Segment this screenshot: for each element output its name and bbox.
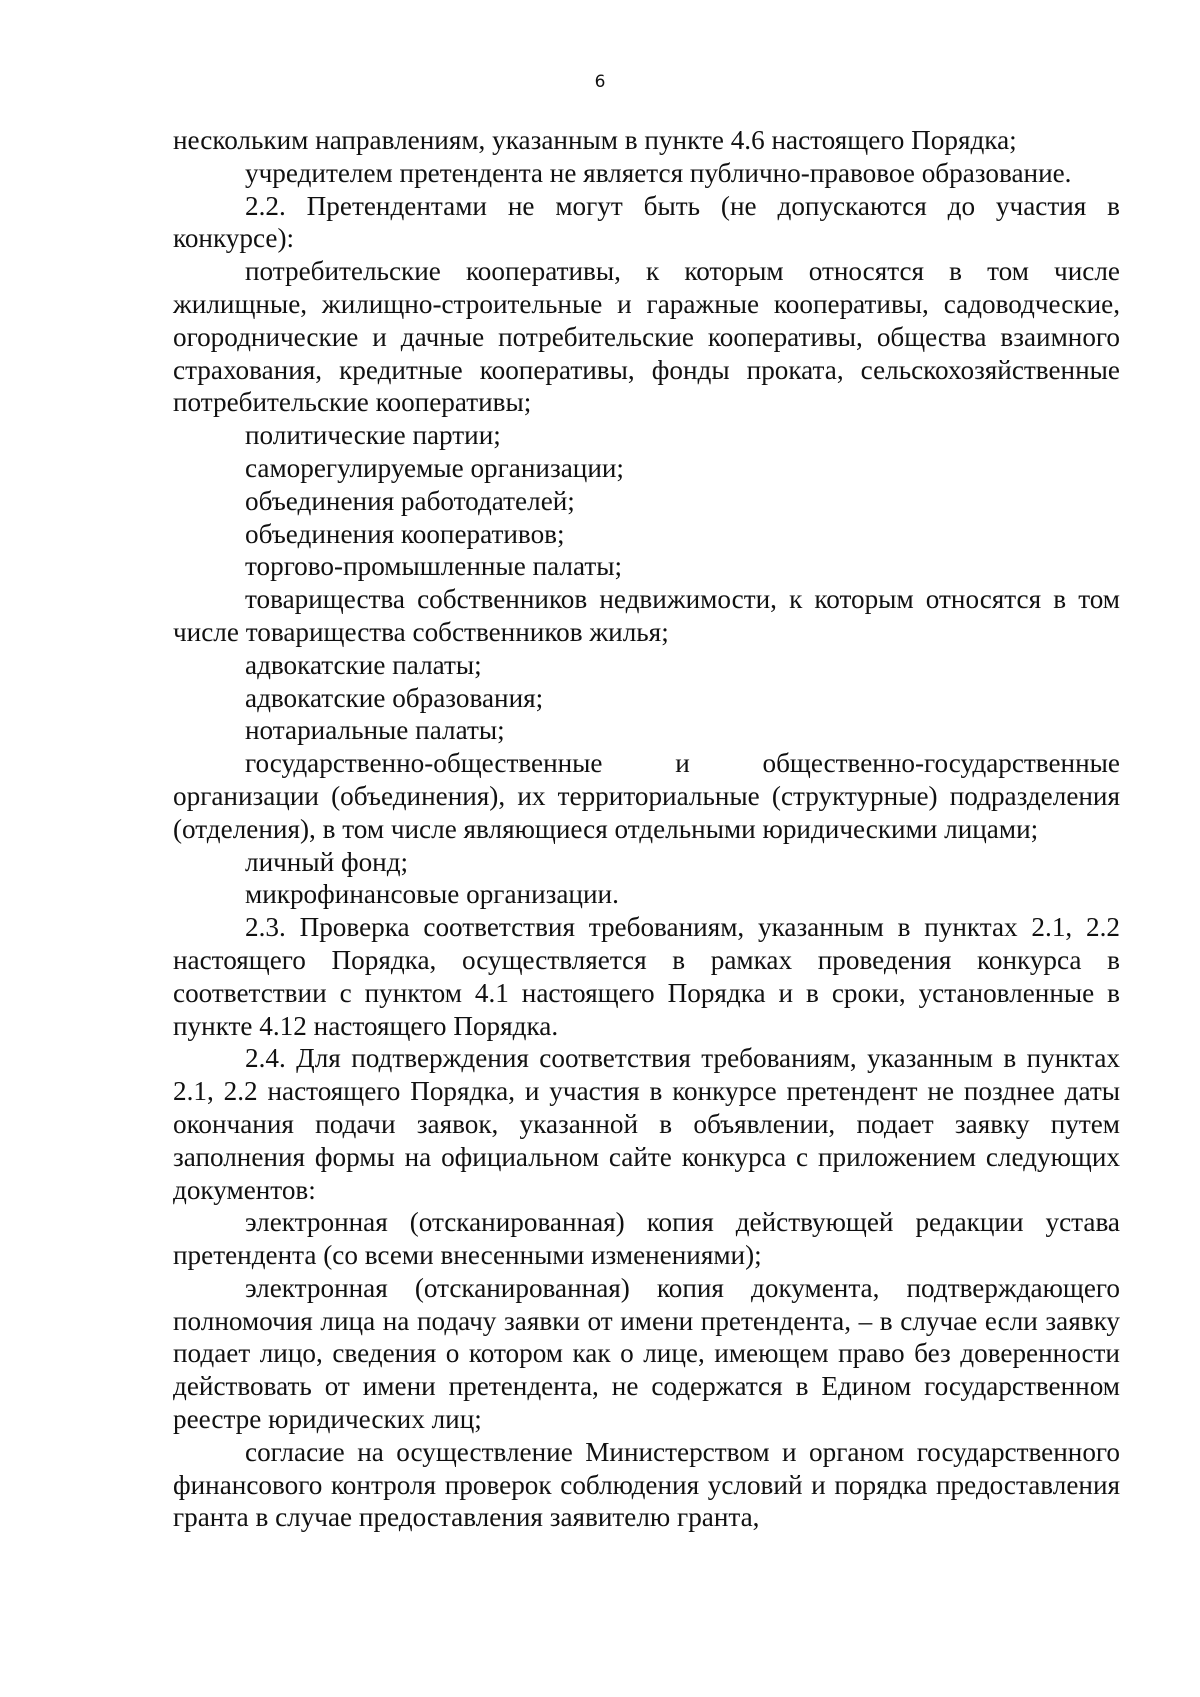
list-item-state-public-organizations: государственно-общественные и общественно-государственные организации (объединения), их территориальные (структурные) подразделения (отделения), в том числе являющиеся отдельными юридическими лицами; bbox=[173, 748, 1120, 844]
list-item-authority-document-copy: электронная (отсканированная) копия документа, подтверждающего полномочия лица на подачу заявки от имени претендента, – в случае если заявку подает лицо, сведения о котором как о лице, имеющем право без доверенности действовать от имени претендента, не содержатся в Едином государственном реестре юридических лиц; bbox=[173, 1272, 1120, 1435]
paragraph-section-2-3: 2.3. Проверка соответствия требованиям, указанным в пунктах 2.1, 2.2 настоящего Порядка, осуществляется в рамках проведения конкурса в соответствии с пунктом 4.1 настоящего Порядка и в сроки, установленные в пункте 4.12 настоящего Порядка. bbox=[173, 912, 1120, 1041]
list-item-consent-to-inspections: согласие на осуществление Министерством и органом государственного финансового контроля проверок соблюдения условий и порядка предоставления гранта в случае предоставления заявителю гранта, bbox=[173, 1436, 1120, 1533]
list-item-bar-formations: адвокатские образования; bbox=[245, 682, 544, 713]
list-item-bar-chambers: адвокатские палаты; bbox=[245, 649, 482, 680]
paragraph-section-2-2: 2.2. Претендентами не могут быть (не допускаются до участия в конкурсе): bbox=[173, 190, 1120, 254]
list-item-cooperative-associations: объединения кооперативов; bbox=[245, 518, 565, 549]
list-item-personal-fund: личный фонд; bbox=[245, 846, 409, 877]
paragraph-founder-condition: учредителем претендента не является публично-правовое образование. bbox=[245, 157, 1072, 188]
list-item-notary-chambers: нотариальные палаты; bbox=[245, 715, 505, 746]
paragraph-section-2-4: 2.4. Для подтверждения соответствия требованиям, указанным в пунктах 2.1, 2.2 настоящего Порядка, и участия в конкурсе претендент не позднее даты окончания подачи заявок, указанной в объявлении, подает заявку путем заполнения формы на официальном сайте конкурса с приложением следующих документов: bbox=[173, 1043, 1120, 1205]
list-item-microfinance-organizations: микрофинансовые организации. bbox=[245, 879, 619, 910]
list-item-self-regulatory-organizations: саморегулируемые организации; bbox=[245, 452, 624, 483]
list-item-employers-associations: объединения работодателей; bbox=[245, 485, 575, 516]
list-item-chambers-of-commerce: торгово-промышленные палаты; bbox=[245, 551, 623, 582]
list-item-charter-copy: электронная (отсканированная) копия действующей редакции устава претендента (со всеми внесенными изменениями); bbox=[173, 1207, 1120, 1271]
list-item-consumer-cooperatives: потребительские кооперативы, к которым относятся в том числе жилищные, жилищно-строительные и гаражные кооперативы, садоводческие, огороднические и дачные потребительские кооперативы, общества взаимного страхования, кредитные кооперативы, фонды проката, сельскохозяйственные потребительские кооперативы; bbox=[173, 256, 1120, 418]
paragraph-continuation: нескольким направлениям, указанным в пункте 4.6 настоящего Порядка; bbox=[173, 125, 1017, 155]
list-item-property-owners-associations: товарищества собственников недвижимости, к которым относятся в том числе товарищества собственников жилья; bbox=[173, 584, 1120, 647]
document-body bbox=[173, 124, 1120, 1534]
list-item-political-parties: политические партии; bbox=[245, 420, 501, 451]
page-number: 6 bbox=[594, 72, 606, 92]
